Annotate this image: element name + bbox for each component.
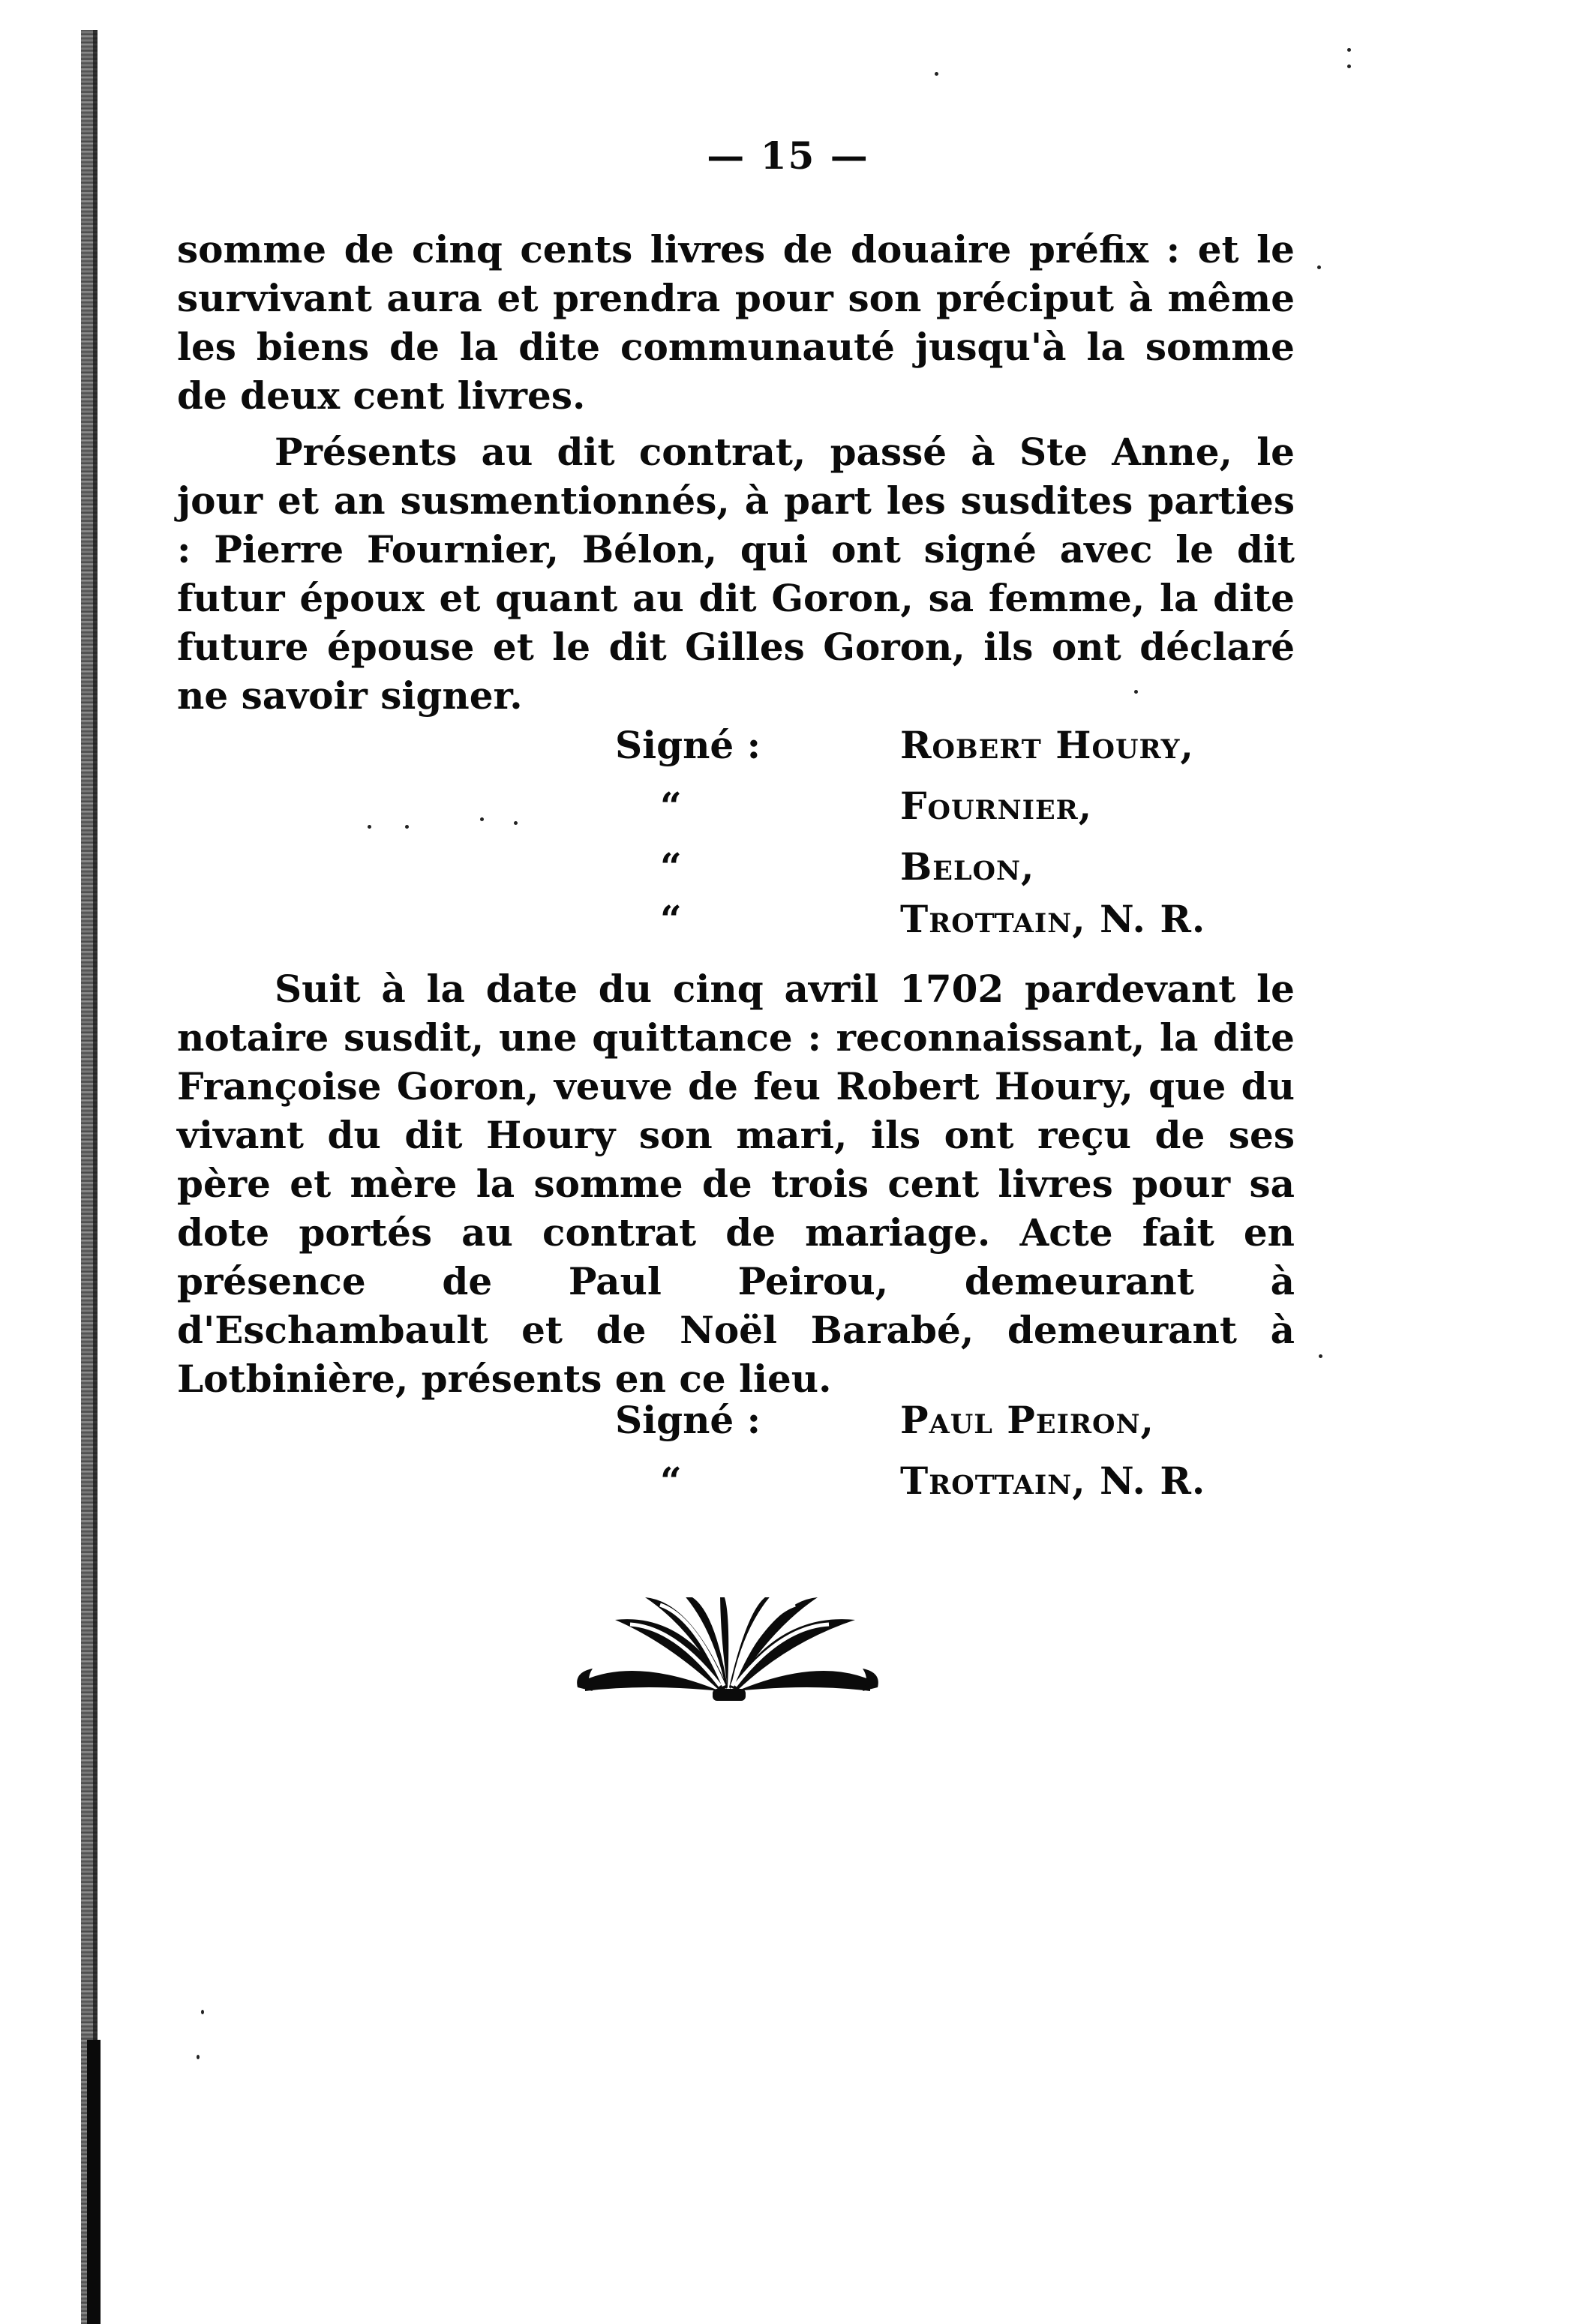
scan-speck [1347,64,1351,68]
paragraph-2 [177,427,1295,720]
paragraph-3-text: Suit à la date du cinq avril 1702 pardevant le notaire susdit, une quittance : reconnaissant, la dite Françoise Goron, veuve de feu Robert Houry, que du vivant du dit Houry son mari, ils ont reçu de ses père et mère la somme de trois cent livres pour sa dote portés au contrat de mariage. Acte fait en présence de Paul Peirou, demeurant à d'Eschambault et de Noël Barabé, demeurant à Lotbinière, présents en ce lieu. [177,967,1295,1401]
scan-speck [480,817,484,821]
paragraph-1-text: somme de cinq cents livres de douaire préfix : et le survivant aura et prendra pour son préciput à même les biens de la dite communauté jusqu'à la somme de deux cent livres. [177,227,1295,418]
palmette-ornament [570,1597,885,1710]
signature-label: Signé : [615,1398,761,1442]
ditto-mark: “ [660,1459,682,1503]
paragraph-1 [177,225,1295,420]
ditto-mark: “ [660,784,682,828]
scan-speck [514,821,518,825]
signatory-name: Fournier, [900,784,1093,828]
paragraph-2-text: Présents au dit contrat, passé à Ste Anne, le jour et an susmentionnés, à part les susdites parties : Pierre Fournier, Bélon, qui ont signé avec le dit futur époux et quant au dit Goron, sa femme, la dite future épouse et le dit Gilles Goron, ils ont déclaré ne savoir signer. [177,430,1295,718]
scan-speck [1347,48,1351,52]
scan-speck [201,2010,204,2014]
scan-speck [405,825,409,829]
scan-speck [197,2055,200,2059]
ditto-mark: “ [660,844,682,889]
scan-speck [1317,265,1321,269]
scan-speck [935,72,938,76]
page-number: — 15 — [707,133,869,178]
book-binding-shadow [93,30,98,2324]
signatory-name: Robert Houry, [900,723,1194,767]
scan-speck [1134,690,1138,694]
signatory-name: Belon, [900,844,1035,889]
ditto-mark: “ [660,897,682,941]
paragraph-3 [177,964,1295,1403]
signatory-name: Trottain, N. R. [900,1459,1206,1503]
scan-speck [1319,1354,1322,1358]
signature-label: Signé : [615,723,761,767]
signatory-name: Trottain, N. R. [900,897,1206,941]
book-binding-dark-strip [87,2040,101,2324]
signatory-name: Paul Peiron, [900,1398,1154,1442]
scan-speck [368,825,371,829]
